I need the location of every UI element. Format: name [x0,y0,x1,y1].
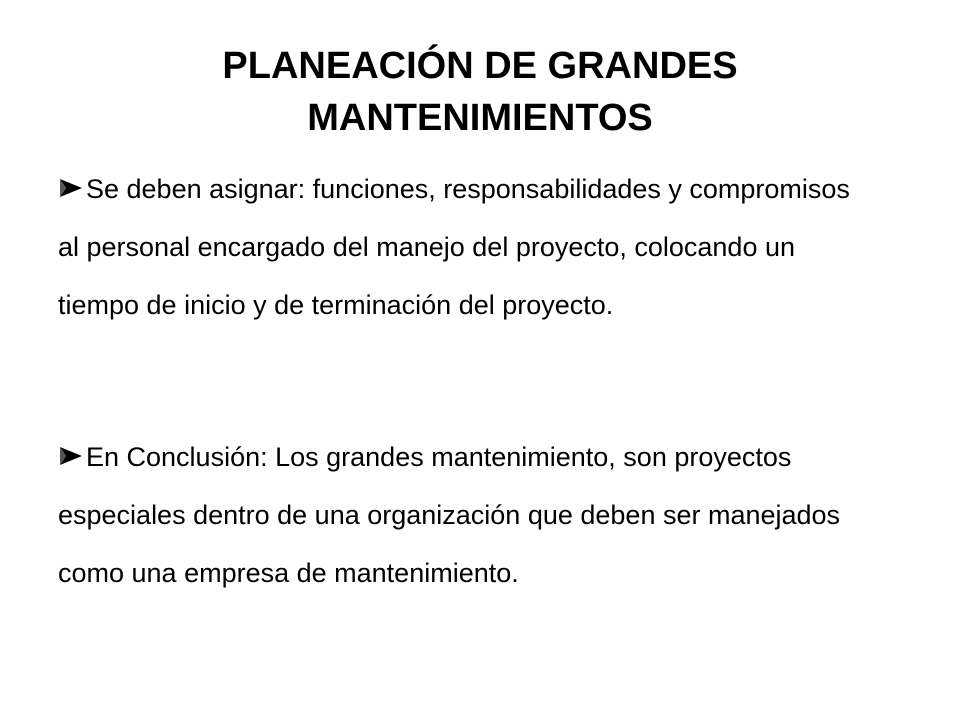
arrow-bullet-icon [58,445,84,467]
arrow-bullet-icon [58,177,84,199]
slide-title [0,40,960,144]
title-line-1: PLANEACIÓN DE GRANDES [222,45,738,87]
bullet-text: Se deben asignar: funciones, responsabilidades y compromisos al personal encargado del manejo del proyecto, colocando un tiempo de inicio y de terminación del proyecto. [58,174,850,320]
title-line-2: MANTENIMIENTOS [307,97,653,139]
bullet-text: En Conclusión: Los grandes mantenimiento, son proyectos especiales dentro de una organización que deben ser manejados como una empresa de mantenimiento. [58,442,841,588]
bullet-item [58,160,878,334]
bullet-item [58,428,878,602]
